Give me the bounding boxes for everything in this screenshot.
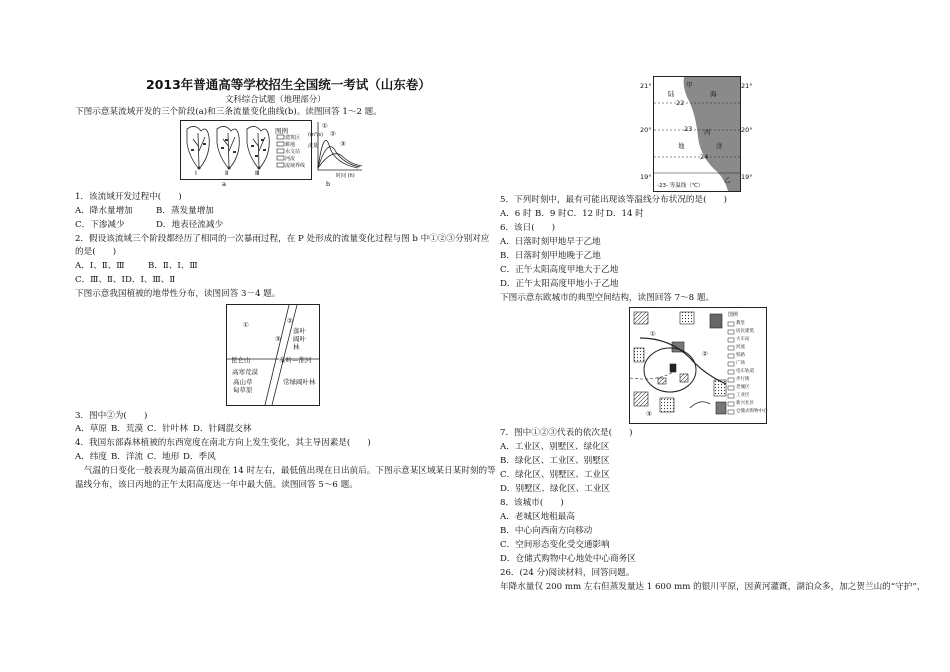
legend-pedestrian: 步行街 <box>736 377 750 382</box>
city-zone-1: ① <box>650 330 656 338</box>
q5-opt-c: C．12 时 <box>567 209 605 219</box>
q8-stem: 8．该城市( ) <box>500 498 564 508</box>
zone-2-label: ② <box>287 317 293 325</box>
q1-opt-d: D．地表径流减少 <box>156 220 224 230</box>
curve-3-label: ③ <box>340 140 346 148</box>
legend-industrial: 工业区 <box>736 393 750 398</box>
plateau-desert-label: 高寒荒漠 <box>232 368 258 376</box>
q1-opt-c: C．下渗减少 <box>75 220 125 230</box>
q3-opt-c: C．针叶林 <box>147 424 188 434</box>
isotherm-map <box>653 76 741 192</box>
q3-opt-d: D．针阔混交林 <box>193 424 252 434</box>
plateau-grass-label: 甸草原 <box>233 386 253 394</box>
city-zone-3: ③ <box>646 410 652 418</box>
q7-stem: 7．图中①②③代表的依次是( ) <box>500 428 633 438</box>
watershed-figure <box>180 120 312 180</box>
lat-20-right: 20° <box>741 126 753 134</box>
paper-subtitle: 文科综合试题（地理部分） <box>225 94 326 104</box>
q2-stem: 2．假设该流域三个阶段都经历了相同的一次暴雨过程，在 P 处形成的流量变化过程与图 b 中①②③分别对应 <box>75 234 490 244</box>
q26-material: 年降水量仅 200 mm 左右但蒸发量达 1 600 mm 的银川平原，因黄河灌溉，湖泊众多，加之贺兰山的“守护”， <box>500 582 926 592</box>
vegetation-zone-map <box>226 304 320 406</box>
flow-ylabel: 流量 <box>308 143 319 149</box>
zone-3-label: ③ <box>275 335 281 343</box>
q1-opt-a: A．降水量增加 <box>75 206 133 216</box>
q7-opt-c: C．绿化区、别墅区、工业区 <box>500 470 610 480</box>
intro-q5-6-line2: 温线分布，该日丙地的正午太阳高度达一年中最大值。读图回答 5～6 题。 <box>75 480 358 490</box>
point-bing: 丙 <box>704 128 711 136</box>
q8-opt-b: B．中心向西南方向移动 <box>500 526 593 536</box>
stage-2-label: Ⅱ <box>225 169 229 177</box>
legend-old-town: 老城区 <box>736 385 750 390</box>
legend-residential: 居民建筑 <box>736 329 754 334</box>
q5-opt-d: D．14 时 <box>606 209 644 219</box>
curve-2-label: ② <box>330 130 336 138</box>
q2-opt-c: C．Ⅲ、Ⅱ、Ⅰ <box>75 275 125 285</box>
plateau-meadow-label: 高山草 <box>233 378 253 386</box>
flow-curve-chart <box>308 118 364 180</box>
q6-opt-c: C．正午太阳高度甲地大于乙地 <box>500 265 619 275</box>
kunlun-label: 昆仑山 <box>231 356 251 364</box>
q8-opt-c: C．空间形态变化受交通影响 <box>500 540 610 550</box>
q1-stem: 1．该流域开发过程中( ) <box>75 192 182 202</box>
q5-opt-a: A．6 时 <box>500 209 532 219</box>
legend-farmland: 耕地 <box>285 142 296 148</box>
isotherm-legend: -23- 等温线（℃） <box>657 183 704 189</box>
qinling-label: 秦岭—淮河 <box>279 356 312 364</box>
point-yi: 乙 <box>724 176 731 184</box>
figure-a-label: a <box>222 180 226 188</box>
q6-opt-a: A．日落时刻甲地早于乙地 <box>500 237 601 247</box>
q8-opt-d: D．仓储式购物中心地处中心商务区 <box>500 554 636 564</box>
sea-label-1: 海 <box>710 90 717 98</box>
legend-title: 图例 <box>275 127 288 135</box>
isotherm-23: 23 <box>684 125 693 133</box>
intro-q1-2: 下图示意某流域开发的三个阶段(a)和三条流量变化曲线(b)。读图回答 1～2 题。 <box>75 107 382 117</box>
paper-title: 2013年普通高等学校招生全国统一考试（山东卷） <box>146 77 431 92</box>
q3-stem: 3．图中②为( ) <box>75 411 148 421</box>
q3-opt-a: A．草原 <box>75 424 107 434</box>
q4-opt-d: D．季风 <box>183 452 216 462</box>
q26-stem: 26．(24 分)阅读材料，回答问题。 <box>500 568 635 578</box>
lat-21-left: 21° <box>640 82 652 90</box>
q2-opt-d: D．Ⅰ、Ⅲ、Ⅱ <box>125 275 176 285</box>
q6-opt-b: B．日落时刻甲地晚于乙地 <box>500 251 601 261</box>
q2-opt-a: A．Ⅰ、Ⅱ、Ⅲ <box>75 261 125 271</box>
intro-q7-8: 下图示意东欧城市的典型空间结构，读图回答 7～8 题。 <box>500 293 715 303</box>
intro-q3-4: 下图示意我国植被的地带性分布，读图回答 3－4 题。 <box>75 289 281 299</box>
stage-3-label: Ⅲ <box>255 169 260 177</box>
flow-xlabel: 时间 (h) <box>336 173 355 179</box>
q7-opt-a: A．工业区、别墅区、绿化区 <box>500 442 610 452</box>
q6-opt-d: D．正午太阳高度甲地小于乙地 <box>500 279 619 289</box>
isotherm-24: 24 <box>700 153 709 161</box>
q7-opt-d: D．别墅区、绿化区、工业区 <box>500 484 611 494</box>
city-legend-title: 图例 <box>728 312 739 318</box>
legend-station: 水文站 <box>285 149 301 155</box>
legend-warehouse-mall: 仓储式购物中心 <box>736 409 768 414</box>
q4-opt-c: C．地形 <box>147 452 180 462</box>
city-zone-2: ② <box>702 350 708 358</box>
legend-tram: 电车轨道 <box>736 369 754 374</box>
legend-railway: 铁路 <box>736 353 745 358</box>
legend-boundary: 流域界线 <box>285 163 306 169</box>
zone-1-label: ① <box>243 321 249 329</box>
q3-opt-b: B．荒漠 <box>111 424 144 434</box>
curve-1-label: ① <box>322 122 328 130</box>
flow-unit: (m³/s) <box>308 132 324 138</box>
q1-opt-b: B．蒸发量增加 <box>156 206 214 216</box>
q8-opt-a: A．老城区地租最高 <box>500 512 575 522</box>
q4-stem: 4．我国东部森林植被的东西宽度在南北方向上发生变化，其主导因素是( ) <box>75 438 371 448</box>
legend-new-community: 新兴社区 <box>736 401 754 406</box>
lat-19-right: 19° <box>741 173 753 181</box>
figure-b-label: b <box>326 180 331 188</box>
lat-21-right: 21° <box>741 82 753 90</box>
q6-stem: 6．该日( ) <box>500 223 556 233</box>
stage-1-label: Ⅰ <box>195 169 197 177</box>
deciduous-label: 落叶阔叶林 <box>293 327 306 351</box>
q5-opt-b: B．9 时 <box>535 209 567 219</box>
lat-20-left: 20° <box>640 126 652 134</box>
intro-q5-6-line1: 气温的日变化一般表现为最高值出现在 14 时左右，最低值出现在日出前后。下图示意某区域某日某时刻的等 <box>84 466 496 476</box>
lat-19-left: 19° <box>640 173 652 181</box>
sea-label-2: 洋 <box>716 142 723 150</box>
land-label-2: 地 <box>678 142 685 150</box>
legend-church: 教堂 <box>736 321 745 326</box>
legend-station: 大车站 <box>736 337 750 342</box>
land-label-1: 陆 <box>668 90 675 98</box>
q5-stem: 5．下列时刻中，最有可能出现该等温线分布状况的是( ) <box>500 195 728 205</box>
point-jia: 甲 <box>686 81 693 89</box>
legend-river: 河流 <box>736 345 745 350</box>
city-structure-map <box>629 307 767 424</box>
legend-built: 建筑区 <box>285 135 301 141</box>
legend-square: 广场 <box>736 361 745 366</box>
q7-opt-b: B．绿化区、工业区、别墅区 <box>500 456 610 466</box>
q2-stem-cont: 的是( ) <box>75 247 117 257</box>
isotherm-22: 22 <box>676 99 685 107</box>
evergreen-label: 常绿阔叶林 <box>283 378 316 386</box>
q2-opt-b: B．Ⅱ、Ⅰ、Ⅲ <box>148 261 198 271</box>
legend-river: 河流 <box>285 156 296 162</box>
q4-opt-b: B．洋流 <box>111 452 144 462</box>
q4-opt-a: A．纬度 <box>75 452 107 462</box>
